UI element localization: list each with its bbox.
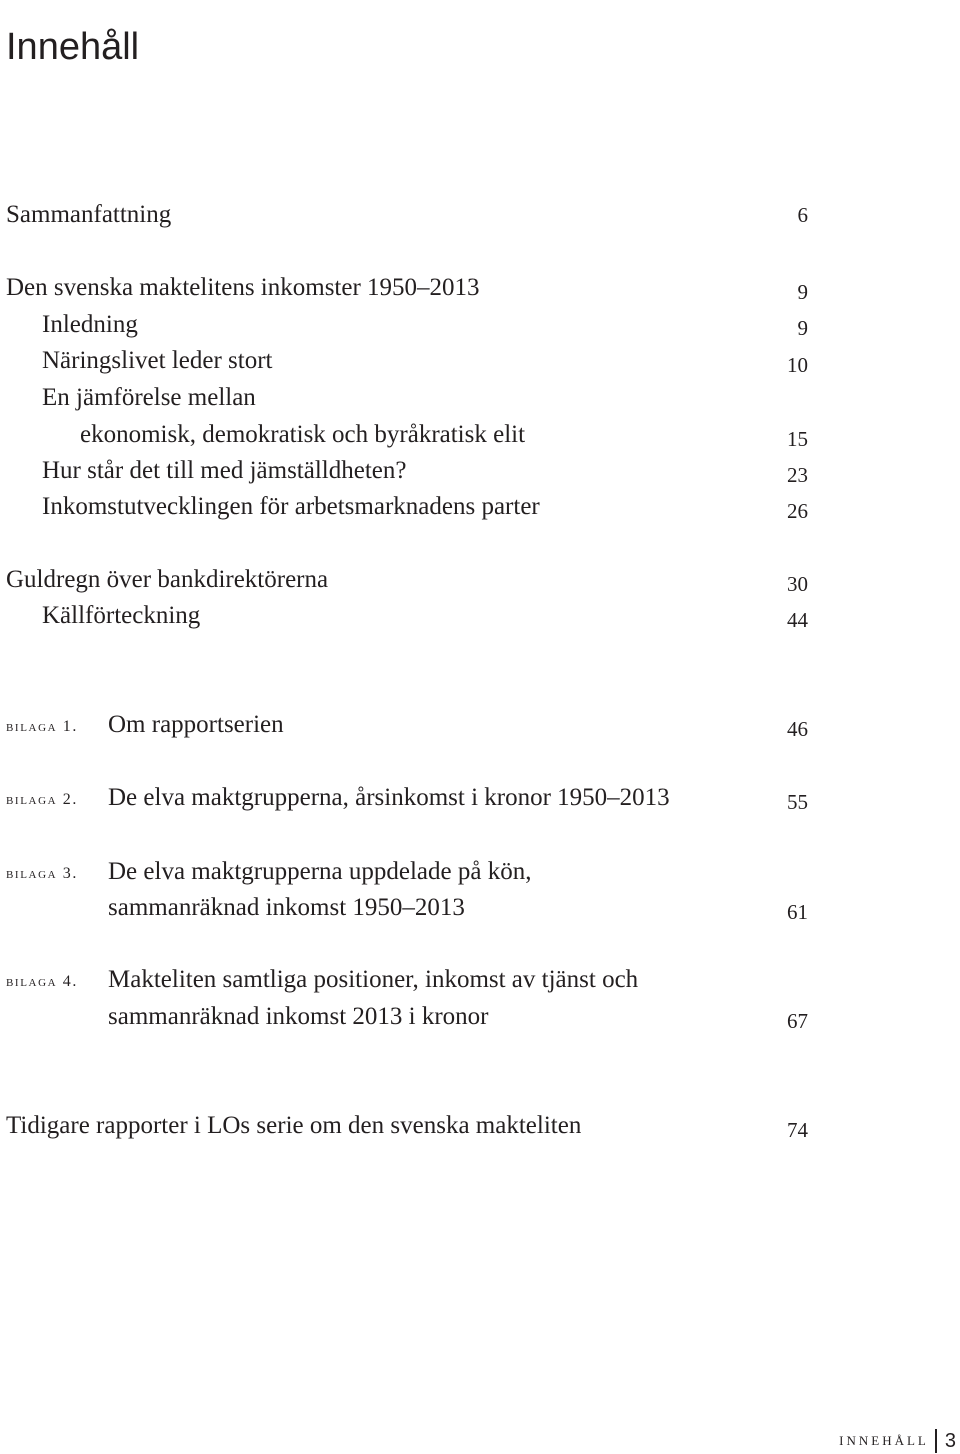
toc-entry-bilaga-3-line1[interactable]: De elva maktgrupperna uppdelade på kön, <box>108 858 532 885</box>
footer-page-number: 3 <box>944 1429 956 1452</box>
toc-entry-inkomstutvecklingen[interactable]: Inkomstutvecklingen för arbetsmarknadens parter <box>42 493 540 520</box>
toc-entry-jamstalldheten[interactable]: Hur står det till med jämställdheten? <box>42 457 407 484</box>
toc-entry-bilaga-1[interactable]: Om rapportserien <box>108 711 284 738</box>
toc-page-chapter-1: 9 <box>797 280 808 304</box>
toc-page-tidigare-rapporter: 74 <box>787 1118 808 1142</box>
toc-entry-naringslivet[interactable]: Näringslivet leder stort <box>42 347 273 374</box>
toc-entry-inledning[interactable]: Inledning <box>42 311 138 338</box>
footer-section-label: INNEHÅLL <box>839 1433 929 1448</box>
toc-entry-bilaga-4-line1[interactable]: Makteliten samtliga positioner, inkomst av tjänst och <box>108 966 639 993</box>
toc-page-bilaga-4: 67 <box>787 1009 808 1033</box>
page-footer <box>839 1428 960 1454</box>
toc-page-naringslivet: 10 <box>787 353 808 377</box>
toc-page-jamstalldheten: 23 <box>787 463 808 487</box>
toc-entry-bilaga-2[interactable]: De elva maktgrupperna, årsinkomst i kronor 1950–2013 <box>108 784 670 811</box>
toc-entry-jamforelse-line1[interactable]: En jämförelse mellan <box>42 384 256 411</box>
toc-page-inkomstutvecklingen: 26 <box>787 499 808 523</box>
toc-entry-bilaga-3-line2[interactable]: sammanräknad inkomst 1950–2013 <box>108 894 465 921</box>
toc-entry-sammanfattning[interactable]: Sammanfattning <box>6 201 172 228</box>
toc-entry-chapter-2[interactable]: Guldregn över bankdirektörerna <box>6 566 329 593</box>
toc-page-sammanfattning: 6 <box>797 203 808 227</box>
bilaga-4-label: bilaga 4. <box>6 973 78 990</box>
page-title: Innehåll <box>6 26 140 69</box>
bilaga-3-label: bilaga 3. <box>6 865 78 882</box>
toc-page-bilaga-3: 61 <box>787 900 808 924</box>
toc-page-chapter-2: 30 <box>787 572 808 596</box>
toc-page-jamforelse: 15 <box>787 427 808 451</box>
toc-page-bilaga-1: 46 <box>787 717 808 741</box>
bilaga-1-label: bilaga 1. <box>6 718 78 735</box>
toc-page-bilaga-2: 55 <box>787 790 808 814</box>
toc-entry-kallforteckning[interactable]: Källförteckning <box>42 602 201 629</box>
toc-entry-bilaga-4-line2[interactable]: sammanräknad inkomst 2013 i kronor <box>108 1003 489 1030</box>
toc-page-kallforteckning: 44 <box>787 608 808 632</box>
toc-entry-tidigare-rapporter[interactable]: Tidigare rapporter i LOs serie om den svenska makteliten <box>6 1112 582 1139</box>
toc-page-inledning: 9 <box>797 316 808 340</box>
toc-entry-chapter-1[interactable]: Den svenska maktelitens inkomster 1950–2013 <box>6 274 480 301</box>
bilaga-2-label: bilaga 2. <box>6 791 78 808</box>
toc-entry-jamforelse-line2[interactable]: ekonomisk, demokratisk och byråkratisk elit <box>80 421 526 448</box>
